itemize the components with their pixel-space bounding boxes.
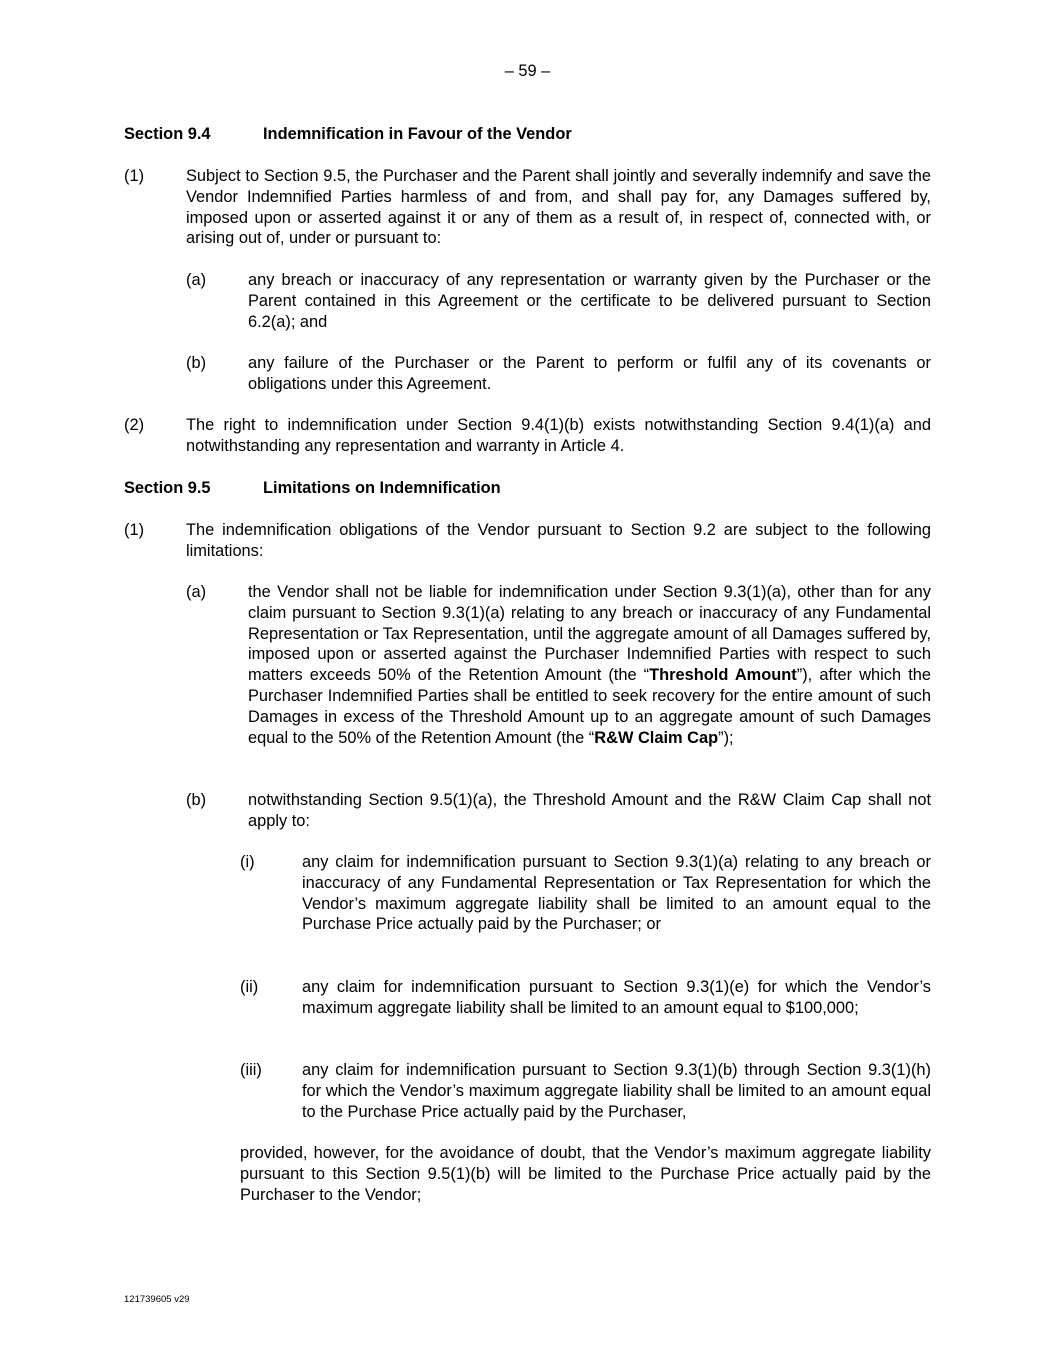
para-label: (1) [124, 521, 145, 539]
para-label: (i) [240, 853, 255, 871]
para-label: (ii) [240, 978, 259, 996]
para-label: (a) [186, 271, 207, 289]
paragraph: The indemnification obligations of the Vendor pursuant to Section 9.2 are subject to the following limitations: [186, 521, 931, 560]
section-9-5-heading [124, 478, 501, 499]
defined-term: R&W Claim Cap [594, 728, 719, 747]
section-number: Section 9.4 [124, 125, 211, 143]
paragraph: The right to indemnification under Section 9.4(1)(b) exists notwithstanding Section 9.4(1)(a) and notwithstanding any representation and warranty in Article 4. [186, 416, 931, 455]
para-label: (2) [124, 416, 145, 434]
section-title: Limitations on Indemnification [263, 479, 501, 497]
para-label: (1) [124, 167, 145, 185]
paragraph: any breach or inaccuracy of any representation or warranty given by the Purchaser or the Parent contained in this Agreement or the certificate to be delivered pursuant to Section 6.2(a); and [248, 271, 931, 331]
para-label: (iii) [240, 1061, 262, 1079]
document-id-footer: 121739605 v29 [124, 1294, 190, 1305]
section-number: Section 9.5 [124, 479, 211, 497]
section-title: Indemnification in Favour of the Vendor [263, 125, 572, 143]
text: ”), after which the Purchaser Indemnified Parties shall be entitled to seek recovery for the entire amount of such Damages in excess of the Threshold Amount up to an aggregate amount of such Damages equal to the 50% of the Retention Amount (the “ [248, 666, 931, 747]
paragraph: any failure of the Purchaser or the Parent to perform or fulfil any of its covenants or obligations under this Agreement. [248, 354, 931, 393]
paragraph [248, 582, 931, 748]
paragraph: any claim for indemnification pursuant to Section 9.3(1)(a) relating to any breach or inaccuracy of any Fundamental Representation or Tax Representation for which the Vendor’s maximum aggregate liability shall be limited to an amount equal to the Purchase Price actually paid by the Purchaser; or [302, 853, 931, 934]
paragraph: notwithstanding Section 9.5(1)(a), the Threshold Amount and the R&W Claim Cap shall not apply to: [248, 791, 931, 830]
defined-term: Threshold Amount [649, 666, 797, 685]
page-number: – 59 – [504, 62, 551, 80]
text: the Vendor shall not be liable for indemnification under Section 9.3(1)(a), other than for any claim pursuant to Section 9.3(1)(a) relating to any breach or inaccuracy of any Fundamental Representation or Tax Representation, until the aggregate amount of all Damages suffered by, imposed upon or asserted against the Purchaser Indemnified Parties with respect to such matters exceeds 50% of the Retention Amount (the “ [248, 583, 931, 685]
para-label: (b) [186, 354, 207, 372]
text: ”); [718, 728, 734, 747]
paragraph: Subject to Section 9.5, the Purchaser and the Parent shall jointly and severally indemnify and save the Vendor Indemnified Parties harmless of and from, and shall pay for, any Damages suffered by, imposed upon or asserted against it or any of them as a result of, in respect of, connected with, or arising out of, under or pursuant to: [186, 167, 931, 248]
paragraph: any claim for indemnification pursuant to Section 9.3(1)(b) through Section 9.3(1)(h) for which the Vendor’s maximum aggregate liability shall be limited to an amount equal to the Purchase Price actually paid by the Purchaser, [302, 1061, 931, 1121]
para-label: (b) [186, 791, 207, 809]
para-label: (a) [186, 583, 207, 601]
paragraph: any claim for indemnification pursuant to Section 9.3(1)(e) for which the Vendor’s maximum aggregate liability shall be limited to an amount equal to $100,000; [302, 978, 931, 1017]
section-9-4-heading [124, 124, 572, 145]
proviso-paragraph: provided, however, for the avoidance of doubt, that the Vendor’s maximum aggregate liability pursuant to this Section 9.5(1)(b) will be limited to the Purchase Price actually paid by the Purchaser to the Vendor; [240, 1144, 931, 1204]
